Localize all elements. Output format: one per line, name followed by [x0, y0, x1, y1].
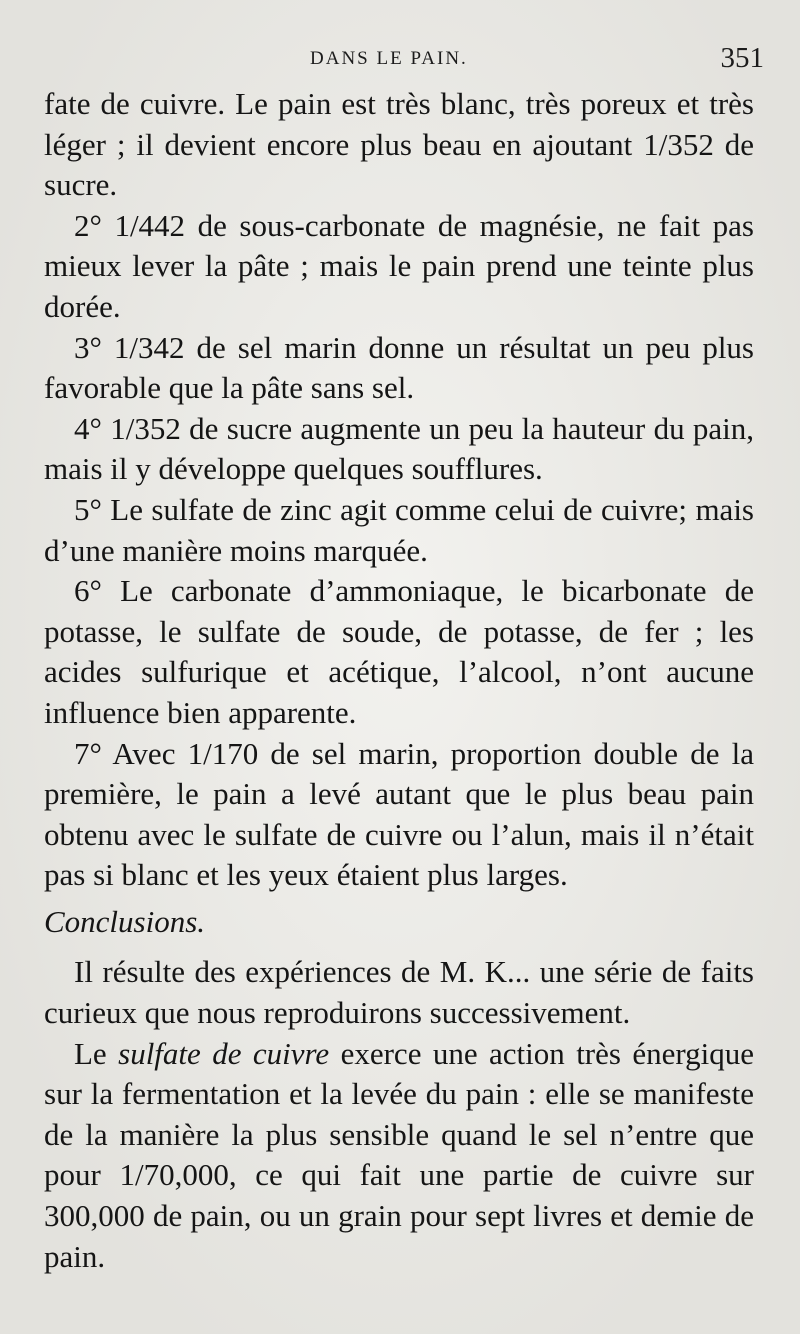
- page-header: [0, 40, 800, 80]
- paragraph-item-3: 3° 1/342 de sel marin donne un résultat un peu plus favorable que la pâte sans sel.: [44, 329, 754, 406]
- conclusion-2-italic: sulfate de cuivre: [118, 1035, 330, 1071]
- section-heading: Conclusions.: [44, 903, 206, 939]
- paragraph-item-5: 5° Le sulfate de zinc agit comme celui de cuivre; mais d’une manière moins marquée.: [44, 491, 754, 568]
- paragraph-conclusion-1: Il résulte des expériences de M. K... une série de faits curieux que nous reproduirons successivement.: [44, 954, 754, 1031]
- running-head: DANS LE PAIN.: [310, 48, 468, 69]
- paragraph-item-7: 7° Avec 1/170 de sel marin, proportion double de la première, le pain a levé autant que le plus beau pain obtenu avec le sulfate de cuivre ou l’alun, mais il n’était pas si blanc et les yeux étaient plus larges.: [44, 735, 754, 893]
- paragraph-item-6: 6° Le carbonate d’ammoniaque, le bicarbonate de potasse, le sulfate de soude, de potasse, de fer ; les acides sulfurique et acétique, l’alcool, n’ont aucune influence bien apparente.: [44, 573, 754, 730]
- paragraph-conclusion-2: [44, 1034, 754, 1278]
- body-text: [44, 84, 754, 1277]
- conclusion-2-rest: exerce une action très énergique sur la fermentation et la levée du pain : elle se manifeste de la manière la plus sensible quand le sel n’entre que pour 1/70,000, ce qui fait une partie de cuivre sur 300,000 de pain, ou un grain pour sept livres et demie de pain.: [44, 1035, 755, 1274]
- paragraph-item-4: 4° 1/352 de sucre augmente un peu la hauteur du pain, mais il y développe quelques soufflures.: [44, 410, 754, 487]
- conclusion-2-start: Le: [74, 1035, 107, 1071]
- page-number: 351: [720, 42, 764, 74]
- paragraph-item-2: 2° 1/442 de sous-carbonate de magnésie, ne fait pas mieux lever la pâte ; mais le pain prend une teinte plus dorée.: [44, 207, 754, 324]
- paragraph-continuation: fate de cuivre. Le pain est très blanc, très poreux et très léger ; il devient encore plus beau en ajoutant 1/352 de sucre.: [44, 86, 754, 203]
